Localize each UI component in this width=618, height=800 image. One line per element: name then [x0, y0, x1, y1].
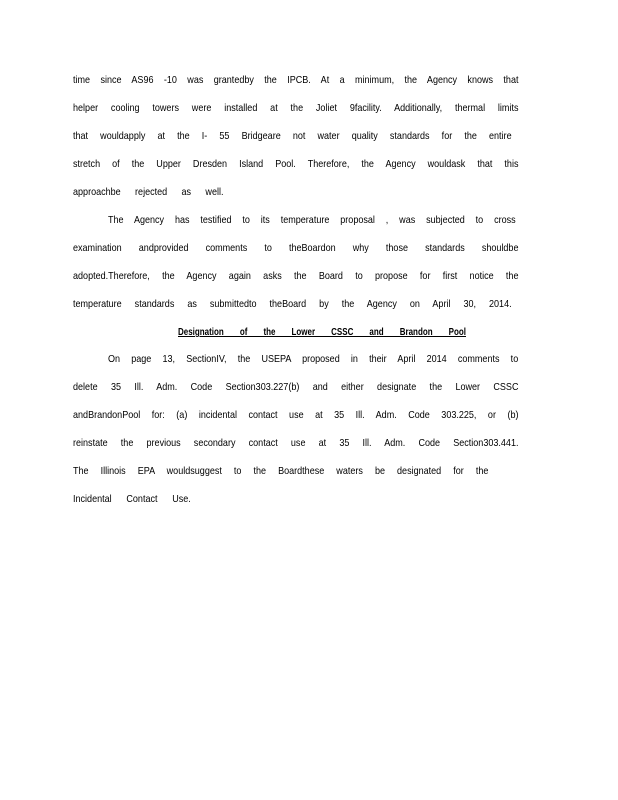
paragraph-2-line-3: adopted.Therefore, the Agency again asks the Board to propose for first notice the — [73, 270, 519, 282]
paragraph-2-line-2: examination andprovided comments to theBoardon why those standards shouldbe — [73, 242, 519, 254]
paragraph-3-line-6: Incidental Contact Use. — [73, 493, 191, 505]
paragraph-2-line-4: temperature standards as submittedto theBoard by the Agency on April 30, 2014. — [73, 298, 512, 310]
paragraph-1-line-2: helper cooling towers were installed at the Joliet 9facility. Additionally, thermal limits — [73, 102, 519, 114]
paragraph-3-line-1: On page 13, SectionIV, the USEPA proposed in their April 2014 comments to — [108, 353, 519, 365]
paragraph-3-line-4: reinstate the previous secondary contact use at 35 Ill. Adm. Code Section303.441. — [73, 437, 519, 449]
paragraph-1-line-1: time since AS96 -10 was grantedby the IPCB. At a minimum, the Agency knows that — [73, 74, 519, 86]
paragraph-3-line-3: andBrandonPool for: (a) incidental contact use at 35 Ill. Adm. Code 303.225, or (b) — [73, 409, 519, 421]
paragraph-1-line-5: approachbe rejected as well. — [73, 186, 224, 198]
paragraph-1-line-4: stretch of the Upper Dresden Island Pool. Therefore, the Agency wouldask that this — [73, 158, 519, 170]
section-heading: Designation of the Lower CSSC and Brandon Pool — [178, 327, 466, 338]
paragraph-3-line-5: The Illinois EPA wouldsuggest to the Boardthese waters be designated for the — [73, 465, 489, 477]
paragraph-1-line-3: that wouldapply at the I- 55 Bridgeare not water quality standards for the entire — [73, 130, 512, 142]
paragraph-2-line-1: The Agency has testified to its temperature proposal , was subjected to cross — [108, 214, 516, 226]
paragraph-3-line-2: delete 35 Ill. Adm. Code Section303.227(b) and either designate the Lower CSSC — [73, 381, 519, 393]
